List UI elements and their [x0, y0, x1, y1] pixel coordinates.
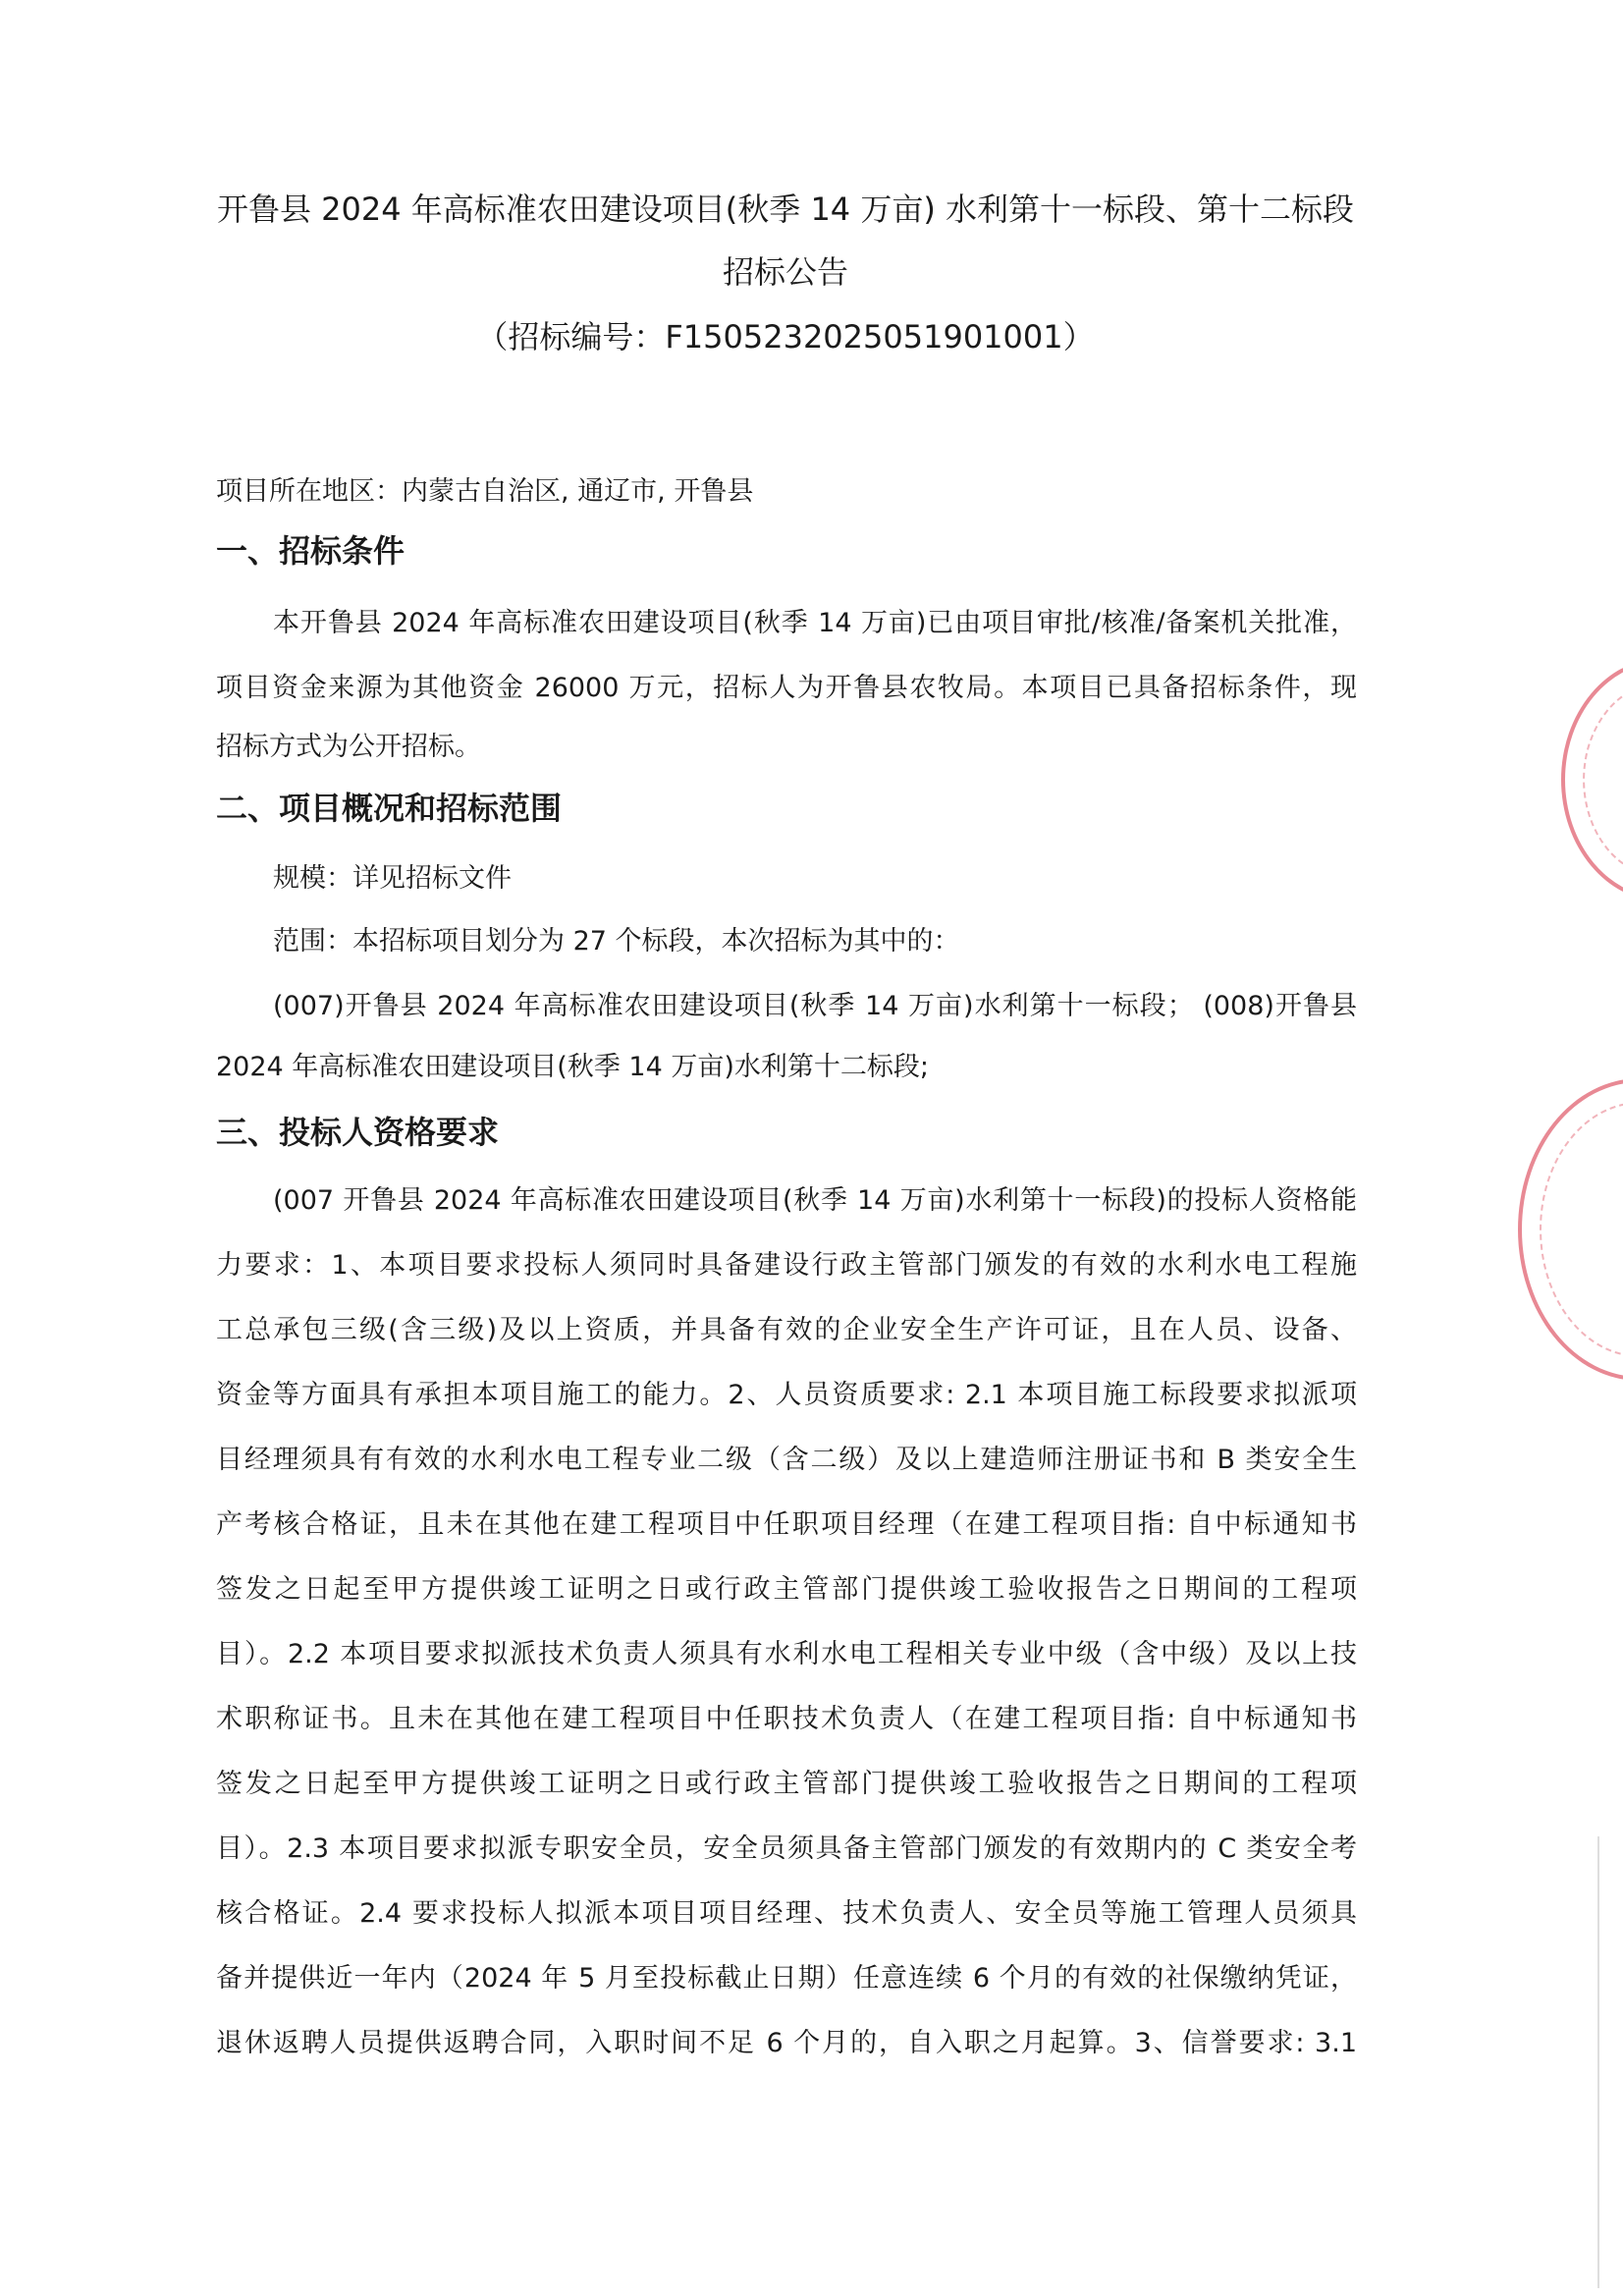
paragraph-line: 范围：本招标项目划分为 27 个标段，本次招标为其中的：: [273, 926, 960, 957]
paragraph-line: 退休返聘人员提供返聘合同，入职时间不足 6 个月的，自入职之月起算。3、信誉要求: 3.1: [216, 2028, 1357, 2058]
paragraph-line: 目）。2.2 本项目要求拟派技术负责人须具有水利水电工程相关专业中级（含中级）及以上技: [216, 1639, 1357, 1669]
paragraph-line: (007 开鲁县 2024 年高标准农田建设项目(秋季 14 万亩)水利第十一标段)的投标人资格能: [273, 1185, 1357, 1216]
tender-number: （招标编号：F1505232025051901001）: [476, 318, 1095, 355]
paragraph-line: 术职称证书。且未在其他在建工程项目中任职技术负责人（在建工程项目指: 自中标通知书: [216, 1704, 1357, 1734]
paragraph-line: 签发之日起至甲方提供竣工证明之日或行政主管部门提供竣工验收报告之日期间的工程项: [216, 1574, 1357, 1605]
paragraph-line: 本开鲁县 2024 年高标准农田建设项目(秋季 14 万亩)已由项目审批/核准/备案机关批准，: [273, 608, 1357, 638]
section-heading-1: 一、招标条件: [216, 532, 406, 570]
section-heading-3: 三、投标人资格要求: [216, 1114, 500, 1151]
paragraph-line: 签发之日起至甲方提供竣工证明之日或行政主管部门提供竣工验收报告之日期间的工程项: [216, 1769, 1357, 1799]
paragraph-line: 核合格证。2.4 要求投标人拟派本项目项目经理、技术负责人、安全员等施工管理人员须具: [216, 1898, 1357, 1929]
document-title: 开鲁县 2024 年高标准农田建设项目(秋季 14 万亩) 水利第十一标段、第十二标段: [217, 191, 1354, 228]
paragraph-line: 备并提供近一年内（2024 年 5 月至投标截止日期）任意连续 6 个月的有效的社保缴纳凭证，: [216, 1963, 1357, 1994]
paragraph-line: 目）。2.3 本项目要求拟派专职安全员，安全员须具备主管部门颁发的有效期内的 C 类安全考: [216, 1833, 1357, 1864]
paragraph-line: 目经理须具有有效的水利水电工程专业二级（含二级）及以上建造师注册证书和 B 类安全生: [216, 1445, 1357, 1475]
project-region: 项目所在地区：内蒙古自治区, 通辽市, 开鲁县: [216, 476, 754, 507]
paragraph-line: (007)开鲁县 2024 年高标准农田建设项目(秋季 14 万亩)水利第十一标段； (008)开鲁县: [273, 991, 1357, 1021]
paragraph-line: 项目资金来源为其他资金 26000 万元，招标人为开鲁县农牧局。本项目已具备招标条件，现: [216, 673, 1357, 703]
section-heading-2: 二、项目概况和招标范围: [216, 790, 563, 827]
paragraph-line: 资金等方面具有承担本项目施工的能力。2、人员资质要求: 2.1 本项目施工标段要求拟派项: [216, 1380, 1357, 1410]
paragraph-line: 2024 年高标准农田建设项目(秋季 14 万亩)水利第十二标段;: [216, 1052, 929, 1082]
paragraph-line: 工总承包三级(含三级)及以上资质，并具备有效的企业安全生产许可证，且在人员、设备、: [216, 1315, 1357, 1345]
red-seal-stamp: [1518, 1078, 1623, 1381]
paragraph-line: 规模：详见招标文件: [273, 863, 512, 894]
red-seal-stamp: [1561, 658, 1623, 902]
document-subtitle: 招标公告: [722, 253, 848, 291]
scan-edge-mark: [1597, 1836, 1599, 2288]
paragraph-line: 力要求：1、本项目要求投标人须同时具备建设行政主管部门颁发的有效的水利水电工程施: [216, 1250, 1357, 1281]
paragraph-line: 产考核合格证，且未在其他在建工程项目中任职项目经理（在建工程项目指: 自中标通知书: [216, 1509, 1357, 1540]
paragraph-line: 招标方式为公开招标。: [216, 732, 481, 762]
